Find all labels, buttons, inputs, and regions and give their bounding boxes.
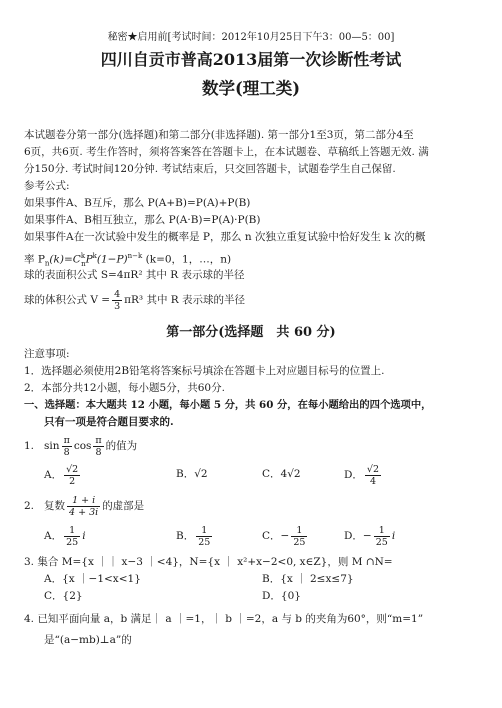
intro-line-1: 本试题卷分第一部分(选择题)和第二部分(非选择题). 第一部分1至3页，第二部分4至 — [24, 129, 414, 141]
question-3: 3. 集合 M={x ｜｜ x−3 ｜<4}，N={x ｜ x²+x−2<0, x∈Z}，则 M ∩N= — [24, 556, 393, 568]
question-4: 4. 已知平面向量 a，b 满足｜ a ｜=1，｜ b ｜=2，a 与 b 的夹角为60°，则“m=1” — [24, 613, 424, 625]
q3-option-a: A．{x ｜−1<x<1} — [44, 573, 141, 585]
part-title: 一、选择题：本大题共 12 小题，每小题 5 分，共 60 分，在每小题给出的四个选项中， — [24, 399, 432, 411]
q2-option-c: C．− $\frac{1}{25}$ — [262, 524, 306, 548]
q2-option-a: A． $\frac{1}{25}$ i — [44, 524, 86, 548]
q3-option-d: D．{0} — [262, 590, 301, 602]
formula-exclusive: 如果事件A、B互斥，那么 P(A+B)=P(A)+P(B) — [24, 197, 251, 209]
q2-option-d: D．− $\frac{1}{25}$ i — [344, 524, 396, 548]
note-2: 2．本部分共12小题，每小题5分，共60分. — [24, 382, 225, 394]
section-title: 第一部分(选择题 共 60 分) — [166, 325, 336, 340]
q3-option-c: C．{2} — [44, 590, 83, 602]
notes-label: 注意事项: — [24, 348, 70, 360]
intro-line-2: 6页，共6页. 考生作答时，须将答案答在答题卡上，在本试题卷、草稿纸上答题无效. 满 — [24, 146, 429, 158]
ref-formulas-label: 参考公式: — [24, 180, 70, 192]
formula-sphere-volume: 球的体积公式 V = $\frac{4}{3}$ πR³ 其中 R 表示球的半径 — [24, 288, 246, 312]
question-1: 1. sin $\frac{\pi}{8}$ cos $\frac{\pi}{8}$ 的值为 — [24, 434, 138, 458]
exam-title: 四川自贡市普高2013届第一次诊断性考试 — [100, 50, 402, 69]
formula-bernoulli: 率 $P_n(k)=C^k_nP^k(1-P)^{n-k}$ (k=0，1，…，n) — [24, 252, 232, 268]
q1-option-b: B．√2 — [176, 468, 208, 480]
formula-bernoulli-desc: 如果事件A在一次试验中发生的概率是 P，那么 n 次独立重复试验中恰好发生 k 次的概 — [24, 231, 426, 243]
q2-option-b: B． $\frac{1}{25}$ — [176, 524, 211, 548]
q1-option-d: D． $\frac{√2}{4}$ — [344, 463, 380, 487]
q1-option-a: A． $\frac{√2}{2}$ — [44, 463, 79, 487]
question-2: 2. 复数 $\frac{1 + i}{4 + 3i}$ 的虚部是 — [24, 494, 145, 518]
intro-line-3: 分150分. 考试时间120分钟. 考试结束后，只交回答题卡，试题卷学生自己保留. — [24, 163, 396, 175]
q1-option-c: C．4√2 — [262, 468, 301, 480]
q3-option-b: B．{x ｜ 2≤x≤7} — [262, 573, 354, 585]
formula-independent: 如果事件A、B相互独立，那么 P(A·B)=P(A)·P(B) — [24, 214, 261, 226]
note-1: 1．选择题必须使用2B铅笔将答案标号填涂在答题卡上对应题目标号的位置上. — [24, 365, 385, 377]
secret-header: 秘密★启用前[考试时间：2012年10月25日下午3：00—5：00] — [107, 32, 395, 43]
question-4-cont: 是“(a−mb)⊥a”的 — [44, 634, 132, 646]
part-title-cont: 只有一项是符合题目要求的. — [44, 416, 174, 428]
formula-sphere-area: 球的表面积公式 S=4πR² 其中 R 表示球的半径 — [24, 269, 245, 281]
subject-title: 数学(理工类) — [201, 79, 301, 98]
